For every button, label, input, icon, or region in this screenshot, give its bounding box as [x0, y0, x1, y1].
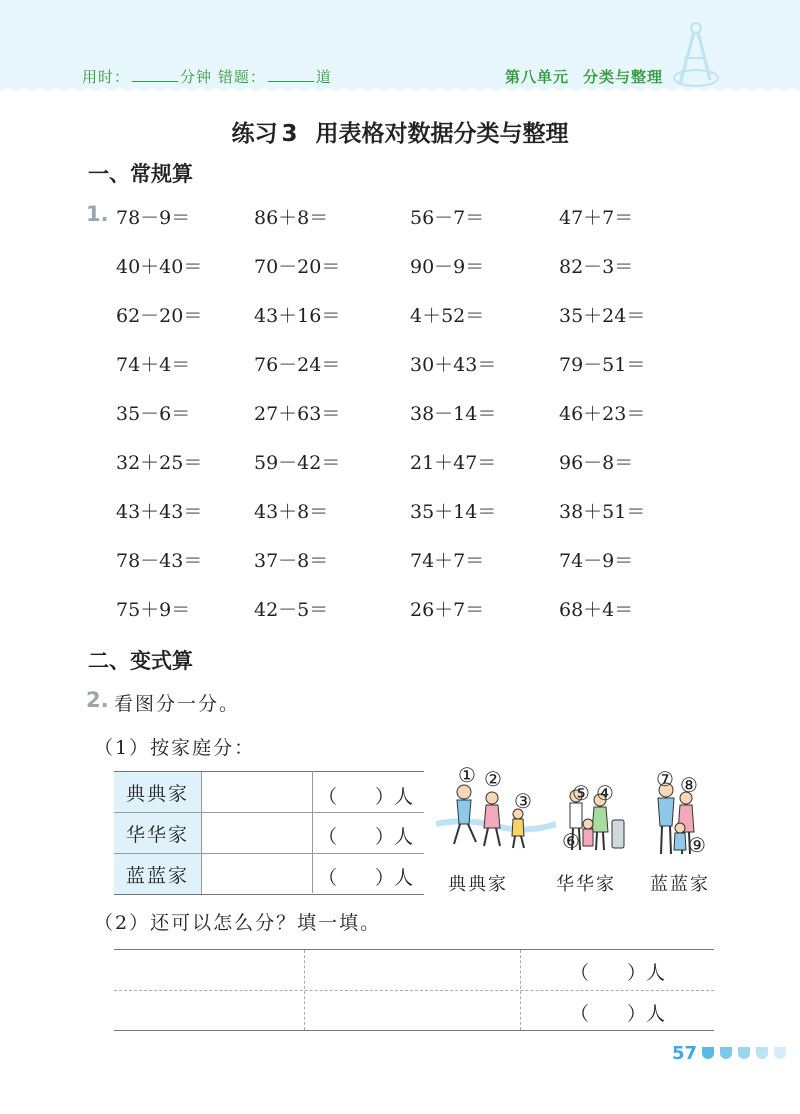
title-prefix: 练习	[231, 121, 278, 147]
table-col-divider	[304, 950, 305, 1030]
person-number: ⑤	[572, 781, 590, 805]
equation-r5-c1: 35－6＝	[116, 403, 191, 425]
equation-r3-c1: 62－20＝	[116, 305, 203, 327]
errors-label: 错题：	[217, 68, 266, 86]
family-label: 蓝蓝家	[114, 854, 202, 894]
equation-r6-c4: 96－8＝	[559, 452, 634, 474]
equation-r1-c3: 56－7＝	[410, 207, 485, 229]
part1-text: （1）按家庭分：	[94, 737, 256, 759]
person-number: ⑧	[680, 773, 698, 797]
person-number: ⑥	[562, 829, 580, 853]
equation-r4-c1: 74＋4＝	[116, 354, 191, 376]
equation-r2-c4: 82－3＝	[559, 256, 634, 278]
families-illustration	[436, 762, 726, 867]
equation-r5-c4: 46＋23＝	[559, 403, 646, 425]
time-label: 用时：	[82, 68, 131, 86]
title-text: 用表格对数据分类与整理	[315, 121, 569, 147]
count-blank[interactable]: （ ）人	[318, 867, 414, 889]
question2-number: 2.	[86, 688, 109, 712]
table-divider	[312, 771, 313, 893]
equation-r7-c3: 35＋14＝	[410, 501, 497, 523]
person-number: ④	[596, 781, 614, 805]
equation-r6-c1: 32＋25＝	[116, 452, 203, 474]
page-title	[0, 115, 800, 148]
equation-r7-c2: 43＋8＝	[254, 501, 329, 523]
equation-r4-c2: 76－24＝	[254, 354, 341, 376]
equation-r2-c3: 90－9＝	[410, 256, 485, 278]
equation-r9-c4: 68＋4＝	[559, 599, 634, 621]
section1-heading: 一、常规算	[88, 162, 193, 186]
person-number: ⑨	[688, 833, 706, 857]
equation-r9-c3: 26＋7＝	[410, 599, 485, 621]
count-blank[interactable]: （ ）人	[318, 786, 414, 808]
equation-r3-c3: 4＋52＝	[410, 305, 485, 327]
question-unit: 道	[315, 68, 332, 86]
picture-label-hua: 华华家	[556, 874, 616, 895]
page-number: 57	[672, 1043, 698, 1064]
equation-r9-c2: 42－5＝	[254, 599, 329, 621]
family-label: 华华家	[114, 813, 202, 853]
equation-r1-c2: 86＋8＝	[254, 207, 329, 229]
equation-r8-c1: 78－43＝	[116, 550, 203, 572]
count-blank[interactable]: （ ）人	[570, 962, 666, 984]
person-number: ⑦	[656, 767, 674, 791]
equation-r4-c3: 30＋43＝	[410, 354, 497, 376]
equation-r5-c2: 27＋63＝	[254, 403, 341, 425]
question2-text: 看图分一分。	[114, 693, 241, 715]
equation-r6-c2: 59－42＝	[254, 452, 341, 474]
equation-r8-c3: 74＋7＝	[410, 550, 485, 572]
equation-r9-c1: 75＋9＝	[116, 599, 191, 621]
table-col-divider	[520, 950, 521, 1030]
question1-number: 1.	[86, 202, 109, 226]
equation-r1-c4: 47＋7＝	[559, 207, 634, 229]
family-label: 典典家	[114, 772, 202, 812]
equation-r7-c4: 38＋51＝	[559, 501, 646, 523]
page-decoration	[700, 1045, 792, 1061]
count-blank[interactable]: （ ）人	[570, 1003, 666, 1025]
equation-r7-c1: 43＋43＝	[116, 501, 203, 523]
errors-blank[interactable]	[268, 67, 314, 82]
count-blank[interactable]: （ ）人	[318, 826, 414, 848]
time-blank[interactable]	[132, 67, 178, 82]
equation-r5-c3: 38－14＝	[410, 403, 497, 425]
picture-label-dian: 典典家	[448, 874, 508, 895]
title-number: 3	[281, 121, 298, 147]
equation-r4-c4: 79－51＝	[559, 354, 646, 376]
compass-icon	[672, 18, 722, 90]
equation-r8-c4: 74－9＝	[559, 550, 634, 572]
equation-r2-c1: 40＋40＝	[116, 256, 203, 278]
unit-name: 分类与整理	[583, 68, 664, 86]
equation-r6-c3: 21＋47＝	[410, 452, 497, 474]
equation-r8-c2: 37－8＝	[254, 550, 329, 572]
part2-text: （2）还可以怎么分？填一填。	[94, 912, 382, 934]
minute-unit: 分钟	[180, 68, 213, 86]
equation-r2-c2: 70－20＝	[254, 256, 341, 278]
section2-heading: 二、变式算	[88, 649, 193, 673]
equation-r3-c2: 43＋16＝	[254, 305, 341, 327]
unit-title	[505, 66, 663, 87]
equation-r1-c1: 78－9＝	[116, 207, 191, 229]
table-row-divider	[114, 990, 714, 991]
time-error-record	[82, 66, 332, 87]
equation-r3-c4: 35＋24＝	[559, 305, 646, 327]
person-number: ①	[458, 763, 476, 787]
picture-label-lan: 蓝蓝家	[650, 874, 710, 895]
person-number: ③	[514, 789, 532, 813]
person-number: ②	[484, 767, 502, 791]
unit-number: 第八单元	[505, 68, 570, 86]
